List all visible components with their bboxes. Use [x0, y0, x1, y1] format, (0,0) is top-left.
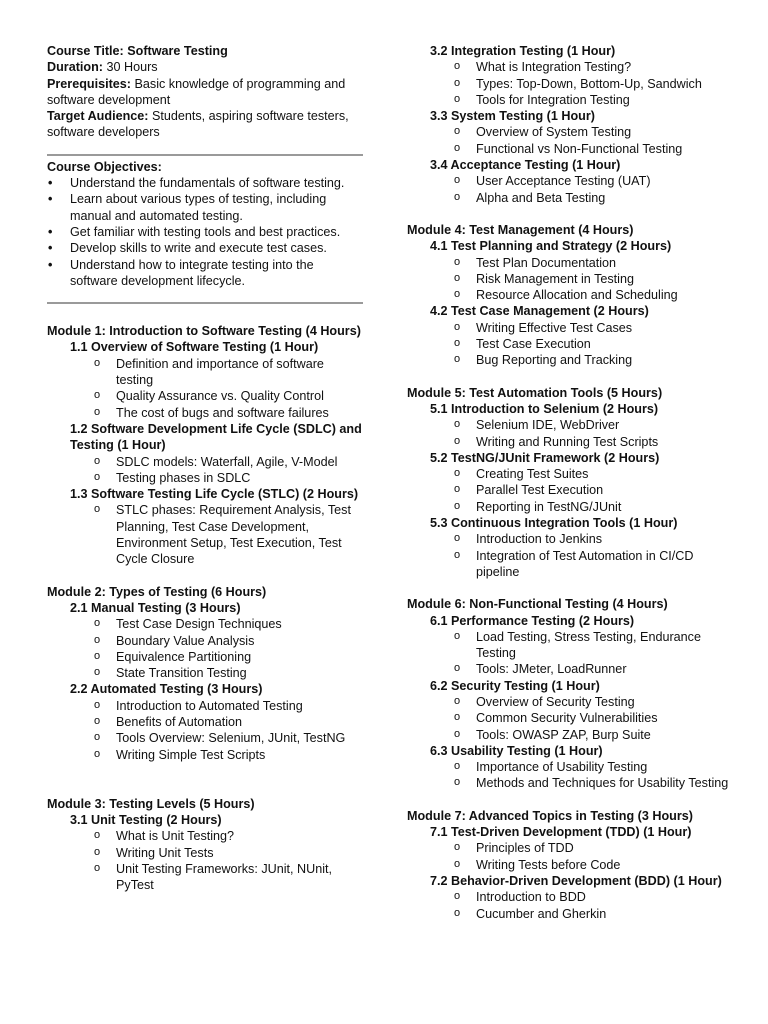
objective-item: • Develop skills to write and execute test cases. [47, 240, 363, 256]
prerequisites-row [47, 76, 363, 109]
topic-list [93, 828, 363, 893]
topic-list [453, 173, 732, 206]
section-5-2 [430, 450, 732, 515]
topic-item: o The cost of bugs and software failures [93, 405, 363, 421]
topic-item: o Quality Assurance vs. Quality Control [93, 388, 363, 404]
topic-item: o Parallel Test Execution [453, 482, 732, 498]
section-title: 5.3 Continuous Integration Tools (1 Hour) [430, 516, 678, 531]
topic-item: o Bug Reporting and Tracking [453, 352, 732, 368]
section-title: 7.2 Behavior-Driven Development (BDD) (1 Hour) [430, 873, 722, 888]
section-title: 1.3 Software Testing Life Cycle (STLC) (2 Hours) [70, 487, 359, 502]
topic-item: o Cucumber and Gherkin [453, 906, 732, 922]
topic-item: o Benefits of Automation [93, 714, 363, 730]
section-3-3 [430, 108, 732, 157]
right-column [407, 43, 732, 922]
topic-item: o Importance of Usability Testing [453, 759, 732, 775]
section-title: 6.1 Performance Testing (2 Hours) [430, 613, 635, 628]
topic-item: o Principles of TDD [453, 840, 732, 856]
section-3-2 [430, 43, 732, 108]
section-title: 1.1 Overview of Software Testing (1 Hour) [70, 340, 319, 355]
section-title: 3.3 System Testing (1 Hour) [430, 109, 595, 124]
section-4-2 [430, 303, 732, 368]
topic-list [453, 59, 732, 108]
section-1-1 [70, 339, 363, 420]
section-4-1 [430, 238, 732, 303]
topic-item: o Testing phases in SDLC [93, 470, 363, 486]
topic-item: o Writing and Running Test Scripts [453, 434, 732, 450]
topic-item: o Types: Top-Down, Bottom-Up, Sandwich [453, 76, 732, 92]
topic-item: o Writing Simple Test Scripts [93, 747, 363, 763]
course-title-value: Software Testing [127, 44, 228, 58]
topic-list [453, 840, 732, 873]
objectives-heading: Course Objectives: [47, 159, 162, 174]
topic-item: o User Acceptance Testing (UAT) [453, 173, 732, 189]
topic-item: o Overview of System Testing [453, 124, 732, 140]
topic-item: o Methods and Techniques for Usability Testing [453, 775, 732, 791]
topic-item: o Writing Unit Tests [93, 845, 363, 861]
topic-item: o Introduction to Automated Testing [93, 698, 363, 714]
topic-item: o What is Integration Testing? [453, 59, 732, 75]
topic-item: o Common Security Vulnerabilities [453, 710, 732, 726]
section-3-4 [430, 157, 732, 206]
section-6-2 [430, 678, 732, 743]
section-title: 6.2 Security Testing (1 Hour) [430, 678, 600, 693]
section-title: 3.1 Unit Testing (2 Hours) [70, 813, 222, 828]
topic-item: o Integration of Test Automation in CI/CD pipeline [453, 548, 732, 581]
divider [47, 154, 363, 156]
prerequisites-value: Basic knowledge of programming and software development [47, 76, 346, 107]
divider [47, 302, 363, 304]
topic-list [453, 124, 732, 157]
topic-list [453, 694, 732, 743]
topic-list [453, 417, 732, 450]
topic-list [93, 454, 363, 487]
topic-item: o Unit Testing Frameworks: JUnit, NUnit, PyTest [93, 861, 363, 894]
section-title: 6.3 Usability Testing (1 Hour) [430, 743, 603, 758]
section-2-2 [70, 681, 363, 762]
topic-item: o Introduction to Jenkins [453, 531, 732, 547]
module-3 [47, 796, 363, 894]
objectives-list [47, 175, 363, 289]
prerequisites-label: Prerequisites: [47, 76, 131, 91]
objective-item: • Get familiar with testing tools and best practices. [47, 224, 363, 240]
topic-item: o Selenium IDE, WebDriver [453, 417, 732, 433]
objective-item: • Learn about various types of testing, including manual and automated testing. [47, 191, 363, 224]
course-objectives [47, 159, 363, 289]
topic-item: o Definition and importance of software testing [93, 356, 363, 389]
audience-row [47, 108, 363, 141]
topic-item: o Tools: JMeter, LoadRunner [453, 661, 732, 677]
topic-item: o Equivalence Partitioning [93, 649, 363, 665]
topic-item: o Reporting in TestNG/JUnit [453, 499, 732, 515]
module-title: Module 3: Testing Levels (5 Hours) [47, 796, 255, 811]
topic-list [93, 502, 363, 567]
topic-item: o Resource Allocation and Scheduling [453, 287, 732, 303]
audience-label: Target Audience: [47, 109, 149, 124]
topic-item: o State Transition Testing [93, 665, 363, 681]
module-title: Module 4: Test Management (4 Hours) [407, 222, 634, 237]
section-title: 2.2 Automated Testing (3 Hours) [70, 682, 263, 697]
module-title: Module 5: Test Automation Tools (5 Hours) [407, 385, 663, 400]
section-title: 3.2 Integration Testing (1 Hour) [430, 44, 616, 58]
topic-item: o Load Testing, Stress Testing, Endurance Testing [453, 629, 732, 662]
audience-value: Students, aspiring software testers, software developers [47, 109, 349, 140]
section-title: 5.2 TestNG/JUnit Framework (2 Hours) [430, 450, 660, 465]
topic-list [93, 698, 363, 763]
duration-value: 30 Hours [106, 60, 158, 75]
topic-list [453, 466, 732, 515]
topic-list [453, 531, 732, 580]
section-title: 5.1 Introduction to Selenium (2 Hours) [430, 401, 659, 416]
topic-item: o Overview of Security Testing [453, 694, 732, 710]
section-2-1 [70, 600, 363, 681]
section-title: 3.4 Acceptance Testing (1 Hour) [430, 158, 621, 173]
topic-item: o Test Case Design Techniques [93, 616, 363, 632]
topic-item: o Tools: OWASP ZAP, Burp Suite [453, 727, 732, 743]
section-5-3 [430, 515, 732, 580]
objective-item: • Understand how to integrate testing into the software development lifecycle. [47, 257, 363, 290]
module-5 [407, 385, 732, 581]
left-column [47, 43, 363, 894]
section-title: 4.2 Test Case Management (2 Hours) [430, 304, 649, 319]
duration-row [47, 59, 363, 75]
course-title-label: Course Title: [47, 44, 124, 58]
topic-item: o SDLC models: Waterfall, Agile, V-Model [93, 454, 363, 470]
module-title: Module 2: Types of Testing (6 Hours) [47, 584, 267, 599]
topic-item: o STLC phases: Requirement Analysis, Test Planning, Test Case Development, Environment Setup, Test Execution, Test Cycle Closure [93, 502, 363, 567]
topic-item: o What is Unit Testing? [93, 828, 363, 844]
topic-item: o Functional vs Non-Functional Testing [453, 141, 732, 157]
topic-item: o Boundary Value Analysis [93, 633, 363, 649]
topic-list [453, 759, 732, 792]
topic-item: o Tools Overview: Selenium, JUnit, TestNG [93, 730, 363, 746]
module-7 [407, 808, 732, 922]
module-4 [407, 222, 732, 369]
topic-list [453, 889, 732, 922]
module-title: Module 6: Non-Functional Testing (4 Hours) [407, 597, 668, 612]
module-title: Module 7: Advanced Topics in Testing (3 Hours) [407, 808, 693, 823]
section-6-3 [430, 743, 732, 792]
section-1-2 [70, 421, 363, 486]
module-2 [47, 584, 363, 763]
topic-item: o Tools for Integration Testing [453, 92, 732, 108]
section-title: 7.1 Test-Driven Development (TDD) (1 Hour) [430, 825, 692, 840]
section-5-1 [430, 401, 732, 450]
objective-item: • Understand the fundamentals of software testing. [47, 175, 363, 191]
topic-list [93, 356, 363, 421]
section-1-3 [70, 486, 363, 567]
topic-item: o Test Case Execution [453, 336, 732, 352]
topic-item: o Risk Management in Testing [453, 271, 732, 287]
topic-item: o Introduction to BDD [453, 889, 732, 905]
topic-list [453, 320, 732, 369]
section-3-1 [70, 812, 363, 893]
section-7-1 [430, 824, 732, 873]
topic-list [93, 616, 363, 681]
module-6 [407, 596, 732, 792]
section-title: 4.1 Test Planning and Strategy (2 Hours) [430, 239, 672, 254]
topic-item: o Creating Test Suites [453, 466, 732, 482]
module-title: Module 1: Introduction to Software Testing (4 Hours) [47, 324, 361, 339]
topic-list [453, 255, 732, 304]
topic-item: o Writing Tests before Code [453, 857, 732, 873]
topic-list [453, 629, 732, 678]
section-7-2 [430, 873, 732, 922]
module-1 [47, 323, 363, 567]
duration-label: Duration: [47, 60, 103, 75]
topic-item: o Test Plan Documentation [453, 255, 732, 271]
section-title: 2.1 Manual Testing (3 Hours) [70, 600, 241, 615]
section-title: 1.2 Software Development Life Cycle (SDLC) and Testing (1 Hour) [70, 421, 362, 453]
course-title-row [47, 43, 363, 59]
topic-item: o Alpha and Beta Testing [453, 190, 732, 206]
topic-item: o Writing Effective Test Cases [453, 320, 732, 336]
section-6-1 [430, 613, 732, 678]
